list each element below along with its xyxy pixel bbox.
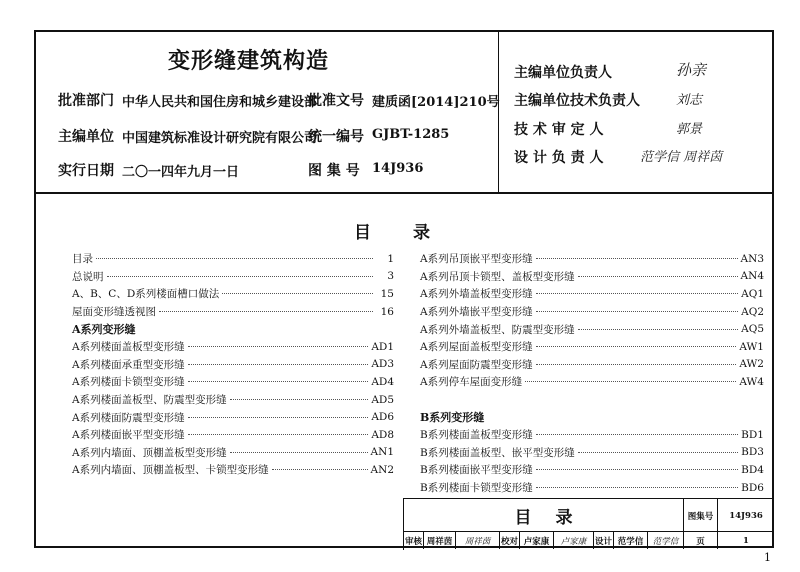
toc-entry-title: A系列外墙盖板型变形缝 xyxy=(420,288,533,301)
toc-dot-leader xyxy=(230,399,369,400)
toc-entry-title: A系列楼面嵌平型变形缝 xyxy=(72,429,185,442)
toc-entry[interactable] xyxy=(420,285,764,303)
toc-entry-page: AQ1 xyxy=(741,287,764,300)
check-name: 卢家康 xyxy=(520,532,554,549)
effective-date: 二〇一四年九月一日 xyxy=(122,165,240,180)
responsible-design-role: 设 计 负 责 人 xyxy=(514,150,604,166)
toc-entry-title: B系列楼面盖板型、嵌平型变形缝 xyxy=(420,446,575,459)
toc-entry[interactable] xyxy=(72,303,394,321)
toc-dot-leader xyxy=(159,311,373,312)
toc-left-column xyxy=(72,250,394,479)
check-label: 校对 xyxy=(500,532,520,549)
toc-section-heading: A系列变形缝 xyxy=(72,323,136,337)
design-name: 范学信 xyxy=(614,532,648,549)
toc-dot-leader xyxy=(96,258,373,259)
toc-entry-title: A、B、C、D系列楼面槽口做法 xyxy=(72,288,220,301)
toc-entry-page: AQ5 xyxy=(741,323,764,336)
toc-dot-leader xyxy=(536,258,738,259)
toc-dot-leader xyxy=(188,381,369,382)
toc-entry-title: B系列楼面卡锁型变形缝 xyxy=(420,482,533,495)
toc-entry-page: 16 xyxy=(380,305,394,318)
toc-dot-leader xyxy=(578,452,738,453)
toc-entry-page: BD1 xyxy=(741,428,764,441)
toc-dot-leader xyxy=(536,469,738,470)
toc-entry-page: AN1 xyxy=(370,446,394,459)
toc-entry-page: AW1 xyxy=(739,340,764,353)
page-label: 页 xyxy=(684,532,718,549)
toc-entry-title: A系列楼面卡锁型变形缝 xyxy=(72,376,185,389)
title-block-signatures xyxy=(404,532,774,549)
toc-entry-title: A系列屋面盖板型变形缝 xyxy=(420,341,533,354)
approval-dept-label: 批准部门 xyxy=(58,93,114,109)
toc-entry[interactable] xyxy=(420,479,764,497)
toc-entry-page: 3 xyxy=(387,270,394,283)
toc-gap xyxy=(420,391,764,409)
toc-entry-title: A系列楼面盖板型变形缝 xyxy=(72,341,185,354)
toc-entry[interactable] xyxy=(72,250,394,268)
responsible-tech-signature: 刘志 xyxy=(676,93,703,108)
responsible-design-signature: 范学信 周祥茵 xyxy=(640,150,723,165)
unified-no: GJBT-1285 xyxy=(372,127,450,142)
approval-dept: 中华人民共和国住房和城乡建设部 xyxy=(122,95,318,110)
toc-entry[interactable] xyxy=(420,461,764,479)
toc-entry[interactable] xyxy=(420,320,764,338)
toc-entry[interactable] xyxy=(72,391,394,409)
atlas-no-label: 图 集 号 xyxy=(308,163,360,179)
toc-entry-page: AD1 xyxy=(371,340,394,353)
design-signature: 范学信 xyxy=(648,532,684,549)
toc-dot-leader xyxy=(536,487,738,488)
approval-doc: 建质函[2014]210号 xyxy=(372,95,500,110)
review-name: 周祥茵 xyxy=(424,532,456,549)
toc-entry[interactable] xyxy=(420,444,764,462)
toc-dot-leader xyxy=(536,311,739,312)
toc-entry-title: 目录 xyxy=(72,253,93,266)
title-block xyxy=(403,498,774,550)
toc-dot-leader xyxy=(578,276,738,277)
toc-dot-leader xyxy=(107,276,374,277)
unified-no-label: 统一编号 xyxy=(308,129,364,145)
document-title: 变形缝建筑构造 xyxy=(168,48,330,74)
toc-entry-page: AD4 xyxy=(371,375,394,388)
toc-right-column xyxy=(420,250,764,496)
toc-entry-page: BD6 xyxy=(741,481,764,494)
responsible-review-signature: 郭景 xyxy=(676,122,703,137)
toc-entry-page: AD3 xyxy=(371,358,394,371)
toc-entry-page: AN2 xyxy=(370,463,394,476)
toc-entry[interactable] xyxy=(72,461,394,479)
toc-entry[interactable] xyxy=(72,338,394,356)
toc-entry-title: 屋面变形缝透视图 xyxy=(72,306,156,319)
toc-entry[interactable] xyxy=(420,356,764,374)
responsible-chief-role: 主编单位负责人 xyxy=(514,65,612,81)
toc-entry[interactable] xyxy=(72,268,394,286)
toc-entry-page: AQ2 xyxy=(741,305,764,318)
responsible-tech-role: 主编单位技术负责人 xyxy=(514,93,640,109)
toc-entry-page: 15 xyxy=(380,287,394,300)
toc-dot-leader xyxy=(188,417,369,418)
toc-entry-page: BD4 xyxy=(741,463,764,476)
editor-unit: 中国建筑标准设计研究院有限公司 xyxy=(122,131,318,146)
toc-entry[interactable] xyxy=(420,338,764,356)
toc-dot-leader xyxy=(272,469,368,470)
toc-entry[interactable] xyxy=(420,373,764,391)
toc-entry-title: A系列吊顶卡锁型、盖板型变形缝 xyxy=(420,270,575,283)
toc-dot-leader xyxy=(188,364,369,365)
editor-unit-label: 主编单位 xyxy=(58,129,114,145)
toc-dot-leader xyxy=(230,452,368,453)
effective-date-label: 实行日期 xyxy=(58,163,114,179)
design-label: 设计 xyxy=(594,532,614,549)
atlas-label: 图集号 xyxy=(684,499,718,532)
toc-entry[interactable] xyxy=(72,408,394,426)
toc-entry-page: AW4 xyxy=(739,375,764,388)
toc-entry[interactable] xyxy=(72,356,394,374)
toc-entry[interactable] xyxy=(72,444,394,462)
toc-entry-page: AD8 xyxy=(371,428,394,441)
toc-entry[interactable] xyxy=(420,250,764,268)
drawing-frame xyxy=(34,30,774,548)
check-signature: 卢家康 xyxy=(554,532,594,549)
page-value: 1 xyxy=(743,535,749,546)
toc-dot-leader xyxy=(188,346,369,347)
title-block-title: 目录 xyxy=(404,499,684,532)
header xyxy=(36,32,772,194)
toc-entry[interactable] xyxy=(420,303,764,321)
toc-entry[interactable] xyxy=(72,426,394,444)
toc-entry-page: BD3 xyxy=(741,446,764,459)
toc-entry[interactable] xyxy=(72,373,394,391)
page-number: 1 xyxy=(764,551,771,564)
toc-entry-page: AW2 xyxy=(739,358,764,371)
toc-dot-leader xyxy=(188,434,369,435)
toc-entry-title: A系列停车屋面变形缝 xyxy=(420,376,523,389)
toc-entry[interactable] xyxy=(420,268,764,286)
toc-entry-page: AN4 xyxy=(740,270,764,283)
toc-entry-title: A系列内墙面、顶棚盖板型、卡锁型变形缝 xyxy=(72,464,269,477)
responsible-review-role: 技 术 审 定 人 xyxy=(514,122,604,138)
toc-dot-leader xyxy=(536,434,738,435)
toc-entry[interactable] xyxy=(72,285,394,303)
toc-entry-title: B系列楼面盖板型变形缝 xyxy=(420,429,533,442)
toc-entry-title: A系列楼面承重型变形缝 xyxy=(72,358,185,371)
toc-entry-page: AD5 xyxy=(371,393,394,406)
toc-entry-page: AN3 xyxy=(740,252,764,265)
review-signature: 周祥茵 xyxy=(456,532,500,549)
approval-doc-label: 批准文号 xyxy=(308,93,364,109)
toc-entry-page: 1 xyxy=(387,252,394,265)
toc-entry[interactable] xyxy=(420,426,764,444)
toc-dot-leader xyxy=(525,381,736,382)
responsible-chief-signature: 孙亲 xyxy=(676,61,707,79)
toc-dot-leader xyxy=(222,293,373,294)
review-label: 审核 xyxy=(404,532,424,549)
toc-entry-title: B系列楼面嵌平型变形缝 xyxy=(420,464,533,477)
toc-dot-leader xyxy=(536,364,737,365)
toc-entry-title: A系列屋面防震型变形缝 xyxy=(420,358,533,371)
toc-entry-title: A系列外墙嵌平型变形缝 xyxy=(420,306,533,319)
toc-entry-title: A系列吊顶嵌平型变形缝 xyxy=(420,253,533,266)
toc-entry-title: A系列楼面防震型变形缝 xyxy=(72,411,185,424)
toc-section-heading: B系列变形缝 xyxy=(420,411,485,425)
atlas-no: 14J936 xyxy=(372,161,424,176)
toc-dot-leader xyxy=(536,293,739,294)
atlas-value: 14J936 xyxy=(729,510,763,521)
toc-entry-title: 总说明 xyxy=(72,270,104,283)
title-block-top xyxy=(404,499,774,532)
toc-entry-title: A系列楼面盖板型、防震型变形缝 xyxy=(72,394,227,407)
toc-entry-page: AD6 xyxy=(371,411,394,424)
toc-entry-title: A系列外墙盖板型、防震型变形缝 xyxy=(420,323,575,336)
toc-dot-leader xyxy=(578,329,739,330)
header-info xyxy=(36,32,499,192)
toc-entry-title: A系列内墙面、顶棚盖板型变形缝 xyxy=(72,446,227,459)
toc-dot-leader xyxy=(536,346,737,347)
contents-title: 目录 xyxy=(354,223,472,243)
